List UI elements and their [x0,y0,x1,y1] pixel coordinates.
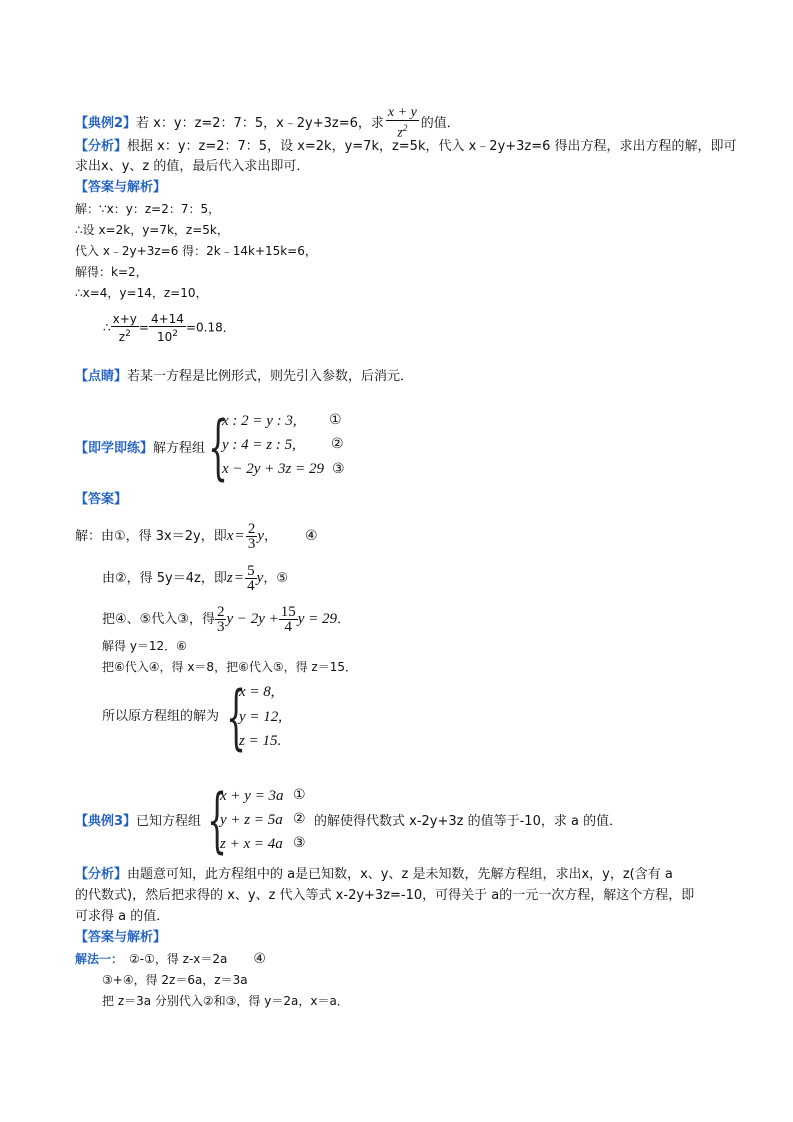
therefore-symbol: ∴ [103,320,111,335]
practice-step1-frac [246,522,258,551]
practice-step3-end: y = 29 [297,611,338,627]
example2-frac-den: z [397,125,403,141]
example2-text-a: 若 x：y：z=2：7：5，x﹣2y+3z=6，求 [136,115,384,131]
answer3-step2: ③+④，得 2z＝6a，z＝3a [102,973,248,987]
answer2-frac2-exp: 2 [172,329,178,339]
answer2-frac1-num: x+y [112,312,137,326]
practice-step5: 把⑥代入④，得 x＝8，把⑥代入⑤，得 z＝15． [102,660,357,674]
practice-step3-mid: y − 2y + [226,611,279,627]
practice-step1-mark: ④ [305,528,318,544]
example3-brace: { [207,779,228,861]
example2-line [75,106,460,141]
answer2-frac2 [149,312,186,344]
practice-step6: 所以原方程组的解为 [102,709,220,724]
analysis3-line3: 可求得 a 的值． [75,909,170,924]
example2-tag: 【典例2】 [75,115,137,131]
practice-step3-num1: 2 [216,604,225,620]
practice-step2-frac [245,564,257,593]
practice-step3-frac1 [215,605,227,634]
answer2-frac1-exp: 2 [125,329,131,339]
analysis3-text1: 由题意可知，此方程组中的 a是已知数，x、y、z 是未知数，先解方程组，求出x，y，z(含有 a [127,867,673,882]
answer2-step1: 解：∵x：y：z=2：7：5， [75,202,221,216]
practice-mark1: ① [329,412,342,428]
practice-answer-tag: 【答案】 [75,492,128,507]
answer3-method: 解法一： [75,952,124,966]
answer3-step1 [75,950,266,968]
answer2-eq: = [138,320,149,335]
solution-row3: z = 15. [239,733,282,749]
answer2-step5: ∴x=4，y=14，z=10， [75,286,208,300]
analysis2-tag: 【分析】 [75,139,128,154]
solution-row1: x = 8, [239,684,275,700]
practice-step3-den1: 3 [216,619,225,635]
example2-frac-num: x + y [387,105,417,120]
answer2-step4: 解得：k=2， [75,265,148,279]
answer2-frac1 [111,312,139,344]
practice-step1 [75,522,318,551]
practice-step3-den2: 4 [279,619,298,634]
practice-step2-var: y [256,570,264,586]
practice-step3-frac2 [279,605,298,634]
practice-step2 [102,564,288,593]
answer2-frac2-num: 4+14 [150,312,184,326]
practice-tag: 【即学即练】 [75,441,154,456]
pointer-text: 若某一方程是比例形式，则先引入参数，后消元． [127,369,414,384]
practice-step2-text: 由②，得 5y＝4z，即 [102,571,227,586]
example3-line [75,813,201,831]
practice-text: 解方程组 [153,441,206,456]
example3-mark3: ③ [293,835,306,851]
answer2-frac1-den: z [118,330,126,344]
practice-row2: y : 4 = z : 5, [222,437,296,453]
practice-step1-tail: ， [264,529,278,544]
example2-frac-den-exp: 2 [402,123,408,133]
practice-step2-den: 4 [247,578,255,594]
answer3-step1-text: ②-①，得 z-x＝2a [129,952,228,966]
practice-step2-lhs: z [226,570,233,586]
analysis3-tag: 【分析】 [75,867,128,882]
pointer-tag: 【点睛】 [75,369,128,384]
answer2-final [103,312,235,344]
analysis2-text1: 根据 x：y：z=2：7：5，设 x=2k，y=7k，z=5k，代入 x﹣2y+3z=6 得出方程，求出方程的解，即可 [127,139,737,154]
practice-mark2: ② [331,436,344,452]
practice-step1-lhs: x [226,528,234,544]
practice-step1-num: 2 [247,521,256,537]
answer2-step3: 代入 x﹣2y+3z=6 得：2k﹣14k+15k=6， [75,244,317,258]
example3-mark1: ① [293,787,306,803]
practice-mark3: ③ [332,461,345,477]
analysis2-line1 [75,138,737,156]
example3-row1: x + y = 3a [220,788,284,804]
example3-row2: y + z = 5a [220,812,283,828]
analysis3-line2: 的代数式)，然后把求得的 x、y、z 代入等式 x-2y+3z=-10，可得关于 a的一元一次方程，解这个方程，即 [75,888,695,903]
solution-brace: { [226,676,247,758]
practice-step2-tail: ，⑤ [263,571,288,586]
answer3-step3: 把 z＝3a 分别代入②和③，得 y＝2a，x＝a． [102,994,349,1008]
analysis3-line1 [75,866,673,884]
analysis2-line2: 求出x、y、z 的值，最后代入求出即可． [75,159,310,174]
example3-text-a: 已知方程组 [136,814,202,829]
example2-text-b: 的值． [420,115,460,131]
answer2-tag: 【答案与解析】 [75,180,167,195]
practice-step3 [102,605,350,634]
practice-step3-num2: 15 [280,604,296,620]
practice-step2-num: 5 [247,563,255,579]
solution-row2: y = 12, [239,709,283,725]
answer3-tag: 【答案与解析】 [75,930,167,945]
practice-step2-eq: = [234,570,244,586]
example3-text-b: 的解使得代数式 x-2y+3z 的值等于-10，求 a 的值． [314,814,623,829]
practice-step4: 解得 y＝12．⑥ [102,639,187,653]
practice-row3: x − 2y + 3z = 29 [222,461,325,477]
answer2-frac2-den: 10 [156,330,173,344]
practice-step1-den: 3 [247,536,256,552]
practice-row1: x : 2 = y : 3, [222,413,297,429]
pointer-line [75,368,413,386]
practice-line [75,440,205,458]
example3-mark2: ② [293,811,306,827]
practice-step1-eq: = [235,528,244,544]
practice-step3-tail: ． [337,612,351,627]
example3-tag: 【典例3】 [75,814,137,829]
answer3-step1-mark: ④ [253,951,266,967]
practice-step1-var: y [257,528,265,544]
practice-brace: { [208,406,229,488]
practice-step3-text: 把④、⑤代入③，得 [102,612,215,627]
example3-row3: z + x = 4a [220,836,283,852]
example2-fraction [386,106,419,141]
answer2-step2: ∴设 x=2k，y=7k，z=5k， [75,223,229,237]
answer2-result: =0.18． [185,320,235,335]
practice-step1-text: 解：由①，得 3x＝2y，即 [75,529,227,544]
